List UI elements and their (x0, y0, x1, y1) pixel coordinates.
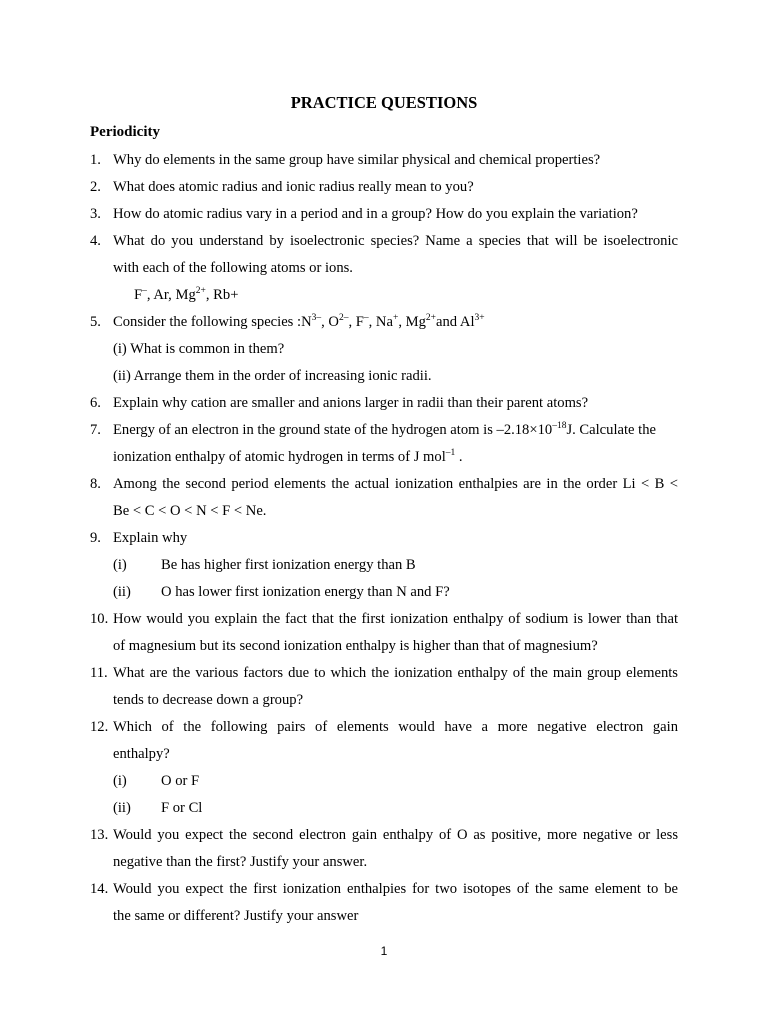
question-11 (90, 660, 678, 687)
sub-question-number: (ii) (113, 584, 131, 600)
question-number: 12. (90, 719, 109, 735)
question-9-sub-2 (90, 579, 678, 606)
sub-question-number: (i) (113, 773, 127, 789)
question-7 (90, 417, 678, 444)
question-13-continued (90, 849, 678, 876)
question-text: the same or different? Justify your answer (113, 908, 359, 924)
question-text: Be < C < O < N < F < Ne. (113, 503, 267, 519)
section-heading: Periodicity (90, 124, 160, 140)
question-text: Would you expect the first ionization enthalpies for two isotopes of the same element to be (113, 881, 678, 897)
question-number: 2. (90, 179, 101, 195)
question-text: How would you explain the fact that the first ionization enthalpy of sodium is lower than that (113, 611, 678, 627)
question-number: 4. (90, 233, 101, 249)
question-13 (90, 822, 678, 849)
question-14-continued (90, 903, 678, 930)
question-number: 11. (90, 665, 108, 681)
sub-question-text: F or Cl (161, 800, 203, 816)
question-text: Explain why (113, 530, 188, 546)
question-10 (90, 606, 678, 633)
question-4 (90, 228, 678, 255)
question-11-continued (90, 687, 678, 714)
question-text: Why do elements in the same group have similar physical and chemical properties? (113, 152, 601, 168)
question-number: 9. (90, 530, 101, 546)
question-text: tends to decrease down a group? (113, 692, 304, 708)
page-number: 1 (380, 944, 388, 958)
question-5-sub-1 (90, 336, 678, 363)
question-text: What do you understand by isoelectronic species? Name a species that will be isoelectronic (113, 233, 678, 249)
sub-question-text: Be has higher first ionization energy than B (161, 557, 416, 573)
question-text: What does atomic radius and ionic radius really mean to you? (113, 179, 474, 195)
question-text: How do atomic radius vary in a period and in a group? How do you explain the variation? (113, 206, 638, 222)
question-number: 1. (90, 152, 101, 168)
question-3 (90, 201, 678, 228)
question-7-continued (90, 444, 678, 471)
question-4-species (90, 282, 678, 309)
question-9-sub-1 (90, 552, 678, 579)
page-title: PRACTICE QUESTIONS (290, 93, 478, 112)
question-number: 13. (90, 827, 109, 843)
question-number: 5. (90, 314, 101, 330)
question-12 (90, 714, 678, 741)
question-10-continued (90, 633, 678, 660)
question-number: 7. (90, 422, 101, 438)
question-text: Among the second period elements the actual ionization enthalpies are in the order Li < B < (113, 476, 678, 492)
question-5 (90, 309, 678, 336)
question-text: Explain why cation are smaller and anions larger in radii than their parent atoms? (113, 395, 589, 411)
question-number: 6. (90, 395, 101, 411)
question-text: negative than the first? Justify your answer. (113, 854, 368, 870)
question-text: of magnesium but its second ionization enthalpy is higher than that of magnesium? (113, 638, 598, 654)
question-4-continued (90, 255, 678, 282)
question-8-continued (90, 498, 678, 525)
question-12-continued (90, 741, 678, 768)
question-5-sub-2 (90, 363, 678, 390)
question-text: with each of the following atoms or ions. (113, 260, 353, 276)
question-text: Energy of an electron in the ground state of the hydrogen atom is $-2.18\times 10^{-18}J$. Calculate the (113, 421, 656, 438)
question-14 (90, 876, 678, 903)
question-text: Consider the following species $:N^{3-}$, $O^{2-}$, F–, Na+, $Mg^{2+}and$ $Al^{3+}$ (113, 313, 485, 330)
question-text: What are the various factors due to which the ionization enthalpy of the main group elements (113, 665, 678, 681)
question-text: Would you expect the second electron gain enthalpy of O as positive, more negative or less (113, 827, 678, 843)
question-8 (90, 471, 678, 498)
question-text: enthalpy? (113, 746, 170, 762)
question-text: Which of the following pairs of elements would have a more negative electron gain (113, 719, 678, 735)
question-number: 3. (90, 206, 101, 222)
question-1 (90, 147, 678, 174)
question-9 (90, 525, 678, 552)
question-list (90, 147, 678, 930)
question-number: 10. (90, 611, 109, 627)
question-12-sub-1 (90, 768, 678, 795)
question-number: 8. (90, 476, 101, 492)
sub-question-text: O has lower first ionization energy than N and F? (161, 584, 450, 600)
question-12-sub-2 (90, 795, 678, 822)
question-6 (90, 390, 678, 417)
question-text: ionization enthalpy of atomic hydrogen in terms of J mol$^{-1}$ . (113, 448, 463, 465)
sub-question-text: (ii) Arrange them in the order of increasing ionic radii. (113, 368, 432, 384)
sub-question-number: (i) (113, 557, 127, 573)
sub-question-text: O or F (161, 773, 200, 789)
sub-question-number: (ii) (113, 800, 131, 816)
question-2 (90, 174, 678, 201)
sub-question-text: (i) What is common in them? (113, 341, 285, 357)
species-list: F–, Ar, $Mg^{2+}$, Rb+ (134, 286, 239, 303)
question-number: 14. (90, 881, 109, 897)
